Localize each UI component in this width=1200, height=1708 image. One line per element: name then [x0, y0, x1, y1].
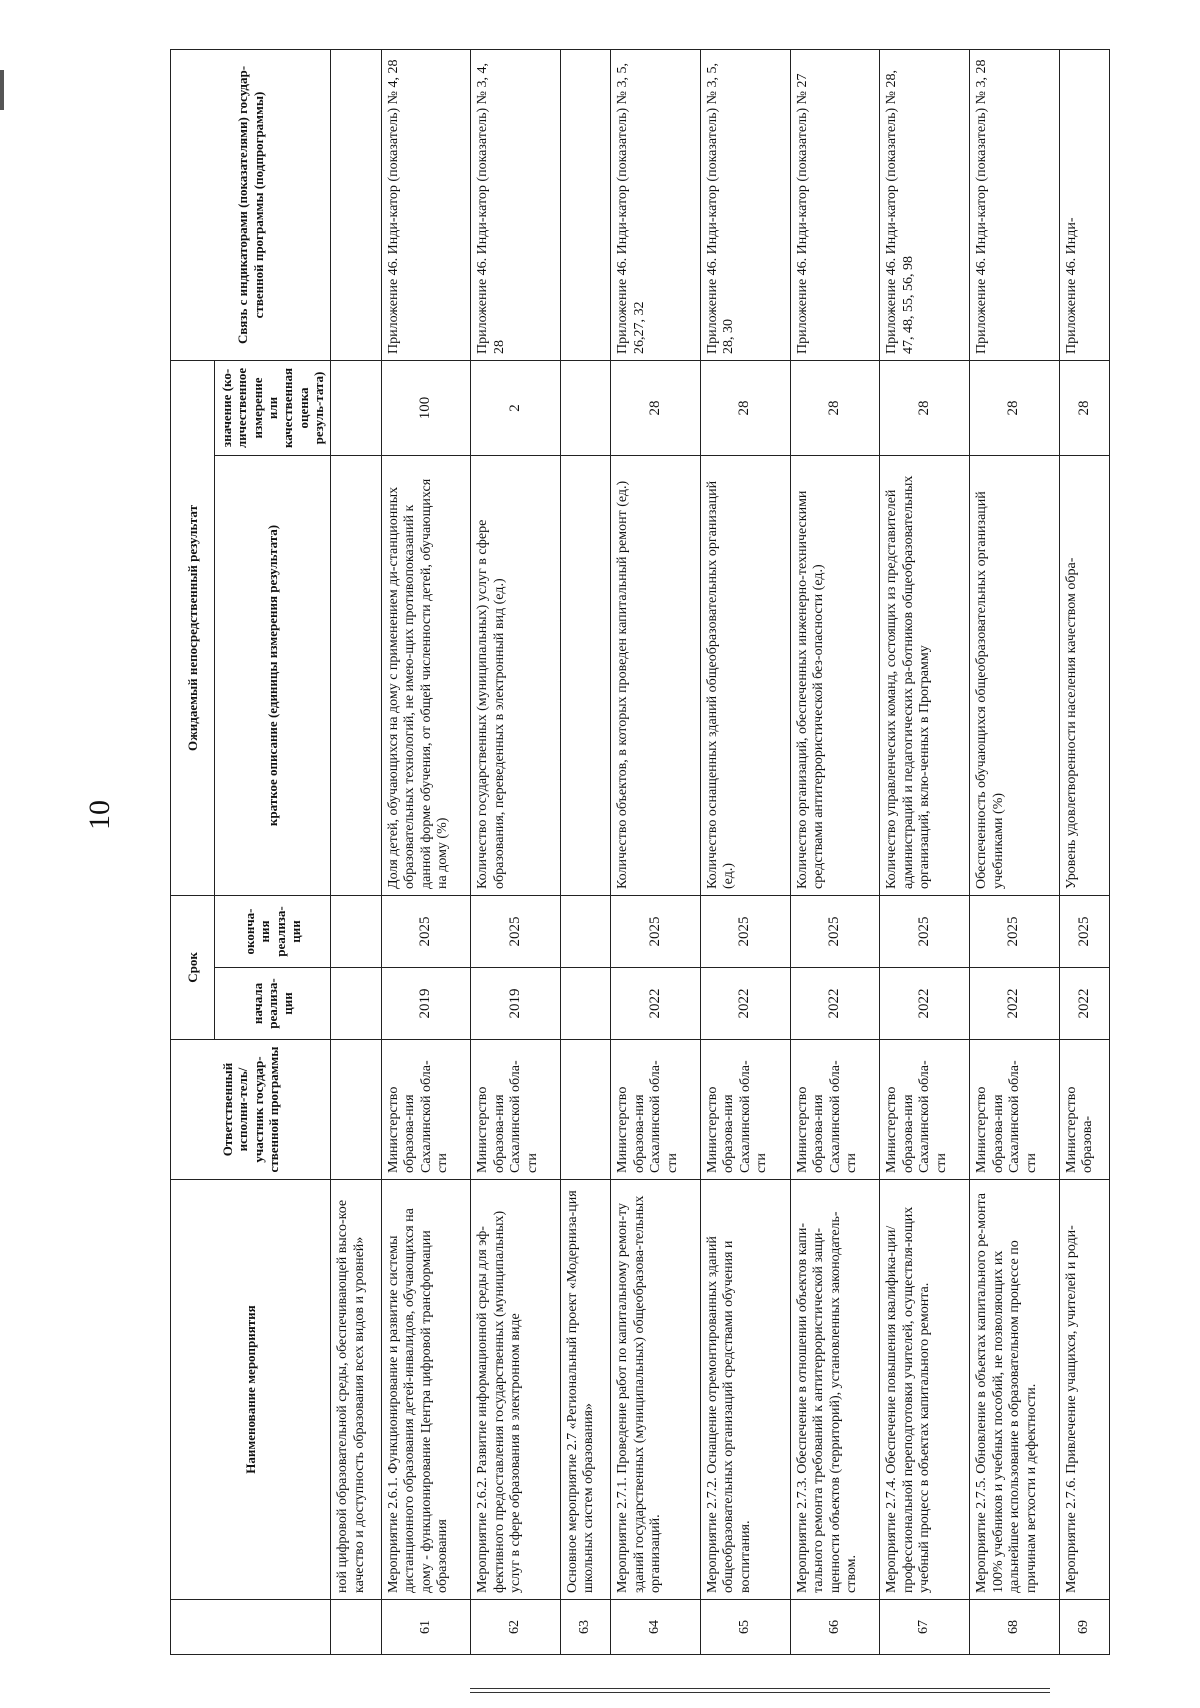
header-name: Наименование мероприятия: [171, 1180, 331, 1600]
row-executor: Министерство образова-ния Сахалинской обла-сти: [381, 1040, 471, 1180]
row-start-year: [560, 968, 610, 1040]
row-start-year: [331, 968, 381, 1040]
row-executor: Министерство образова-: [1059, 1040, 1109, 1180]
row-name: ной цифровой образовательной среды, обеспечивающей высо-кое качество и доступность образования всех видов и уровней»: [331, 1180, 381, 1600]
row-executor: Министерство образова-ния Сахалинской обла-сти: [880, 1040, 970, 1180]
row-executor: Министерство образова-ния Сахалинской обла-сти: [969, 1040, 1059, 1180]
row-name: Мероприятие 2.7.1. Проведение работ по капитальному ремон-ту зданий государственных (муниципальных) общеобразова-тельных организаций.: [611, 1180, 701, 1600]
header-description: краткое описание (единицы измерения результата): [215, 455, 331, 895]
row-number: 64: [611, 1600, 701, 1655]
header-term: Срок: [171, 895, 215, 1039]
table-row: [381, 49, 471, 1654]
row-start-year: 2019: [381, 968, 471, 1040]
bottom-rule: [470, 1688, 1050, 1693]
row-description: Количество управленческих команд, состоящих из представителей администраций и педагогических ра-ботников общеобразовательных организаций, вклю-ченных в Программу: [880, 455, 970, 895]
row-value: 28: [700, 360, 790, 455]
activities-table: [170, 49, 1110, 1655]
row-link: Приложение 46. Инди-: [1059, 49, 1109, 360]
header-start: начала реализа-ции: [215, 968, 331, 1040]
row-executor: Министерство образова-ния Сахалинской обла-сти: [790, 1040, 880, 1180]
row-link: Приложение 46. Инди-катор (показатель) № 3, 5, 28, 30: [700, 49, 790, 360]
row-number: 69: [1059, 1600, 1109, 1655]
row-end-year: 2025: [969, 895, 1059, 967]
row-description: Количество организаций, обеспеченных инженерно-техническими средствами антитеррористической без-опасности (ед.): [790, 455, 880, 895]
row-end-year: 2025: [381, 895, 471, 967]
row-value: 28: [611, 360, 701, 455]
row-value: 28: [969, 360, 1059, 455]
row-description: Обеспеченность обучающихся общеобразовательных организаций учебниками (%): [969, 455, 1059, 895]
row-number: [331, 1600, 381, 1655]
row-name: Мероприятие 2.7.3. Обеспечение в отношении объектов капи-тального ремонта требований к антитеррористической защи-щенности объектов (территорий), установленных законодатель-ством.: [790, 1180, 880, 1600]
table-row: [560, 49, 610, 1654]
row-end-year: 2025: [471, 895, 561, 967]
row-number: 67: [880, 1600, 970, 1655]
header-expected-result: Ожидаемый непосредственный результат: [171, 360, 215, 895]
table-row: [790, 49, 880, 1654]
row-name: Мероприятие 2.7.4. Обеспечение повышения квалифика-ции/профессиональной переподготовки учителей, осуществля-ющих учебный процесс в объектах капитального ремонта.: [880, 1180, 970, 1600]
row-number: 61: [381, 1600, 471, 1655]
row-number: 65: [700, 1600, 790, 1655]
row-value: 28: [790, 360, 880, 455]
row-start-year: 2022: [790, 968, 880, 1040]
row-end-year: 2025: [790, 895, 880, 967]
row-end-year: 2025: [700, 895, 790, 967]
row-end-year: 2025: [880, 895, 970, 967]
row-name: Мероприятие 2.6.2. Развитие информационной среды для эф-фективного предоставления государственных (муниципальных) услуг в сфере образования в электронном виде: [471, 1180, 561, 1600]
row-description: Доля детей, обучающихся на дому с применением ди-станционных образовательных технологий, не имею-щих противопоказаний к данной форме обучения, от общей численности детей, обучающихся на дому (%): [381, 455, 471, 895]
row-start-year: 2022: [1059, 968, 1109, 1040]
row-link: Приложение 46. Инди-катор (показатель) № 3, 28: [969, 49, 1059, 360]
header-end: оконча-ния реализа-ции: [215, 895, 331, 967]
row-executor: [560, 1040, 610, 1180]
row-start-year: 2019: [471, 968, 561, 1040]
header-executor: Ответственный исполни-тель/участник государ-ственной программы: [171, 1040, 331, 1180]
row-description: Уровень удовлетворенности населения качеством обра-: [1059, 455, 1109, 895]
row-name: Мероприятие 2.7.5. Обновление в объектах капитального ре-монта 100% учебников и учебных пособий, не позволяющих их дальнейшее использование в образовательном процессе по причинам ветхости и дефектности.: [969, 1180, 1059, 1600]
row-name: Мероприятие 2.7.2. Оснащение отремонтированных зданий общеобразовательных организаций средствами обучения и воспитания.: [700, 1180, 790, 1600]
row-end-year: 2025: [1059, 895, 1109, 967]
row-start-year: 2022: [880, 968, 970, 1040]
row-description: [560, 455, 610, 895]
row-value: 2: [471, 360, 561, 455]
row-name: Мероприятие 2.7.6. Привлечение учащихся, учителей и роди-: [1059, 1180, 1109, 1600]
row-value: 100: [381, 360, 471, 455]
row-executor: Министерство образова-ния Сахалинской обла-сти: [471, 1040, 561, 1180]
row-name: Мероприятие 2.6.1. Функционирование и развитие системы дистанционного образования детей-инвалидов, обучающихся на дому - функционирование Центра цифровой трансформации образования: [381, 1180, 471, 1600]
row-value: 28: [1059, 360, 1109, 455]
row-executor: Министерство образова-ния Сахалинской обла-сти: [700, 1040, 790, 1180]
row-end-year: [331, 895, 381, 967]
table-row: [700, 49, 790, 1654]
row-end-year: [560, 895, 610, 967]
scan-edge-mark: [0, 70, 4, 110]
row-number: 63: [560, 1600, 610, 1655]
row-start-year: 2022: [969, 968, 1059, 1040]
row-description: Количество оснащенных зданий общеобразовательных организаций (ед.): [700, 455, 790, 895]
row-start-year: 2022: [700, 968, 790, 1040]
row-link: Приложение 46. Инди-катор (показатель) № 3, 4, 28: [471, 49, 561, 360]
rotated-table-container: [170, 50, 1110, 1655]
row-executor: Министерство образова-ния Сахалинской обла-сти: [611, 1040, 701, 1180]
header-link: Связь с индикаторами (показателями) государ-ственной программы (подпрограммы): [171, 49, 331, 360]
row-link: Приложение 46. Инди-катор (показатель) № 27: [790, 49, 880, 360]
row-end-year: 2025: [611, 895, 701, 967]
row-link: Приложение 46. Инди-катор (показатель) № 28, 47, 48, 55, 56, 98: [880, 49, 970, 360]
header-number: [171, 1600, 331, 1655]
row-value: [331, 360, 381, 455]
row-description: Количество государственных (муниципальных) услуг в сфере образования, переведенных в электронный вид (ед.): [471, 455, 561, 895]
row-link: Приложение 46. Инди-катор (показатель) № 3, 5, 26,27, 32: [611, 49, 701, 360]
page-number: 10: [83, 800, 116, 830]
table-row: [611, 49, 701, 1654]
row-description: [331, 455, 381, 895]
table-row: [471, 49, 561, 1654]
row-executor: [331, 1040, 381, 1180]
table-row: [969, 49, 1059, 1654]
row-value: 28: [880, 360, 970, 455]
row-link: Приложение 46. Инди-катор (показатель) № 4, 28: [381, 49, 471, 360]
row-value: [560, 360, 610, 455]
table-row: [331, 49, 381, 1654]
table-row: [1059, 49, 1109, 1654]
row-link: [331, 49, 381, 360]
row-link: [560, 49, 610, 360]
row-number: 68: [969, 1600, 1059, 1655]
row-name: Основное мероприятие 2.7 «Региональный проект «Модерниза-ция школьных систем образования»: [560, 1180, 610, 1600]
row-description: Количество объектов, в которых проведен капитальный ремонт (ед.): [611, 455, 701, 895]
row-number: 66: [790, 1600, 880, 1655]
row-start-year: 2022: [611, 968, 701, 1040]
table-row: [880, 49, 970, 1654]
row-number: 62: [471, 1600, 561, 1655]
header-value: значение (ко-личественное измерение или качественная оценка резуль-тата): [215, 360, 331, 455]
